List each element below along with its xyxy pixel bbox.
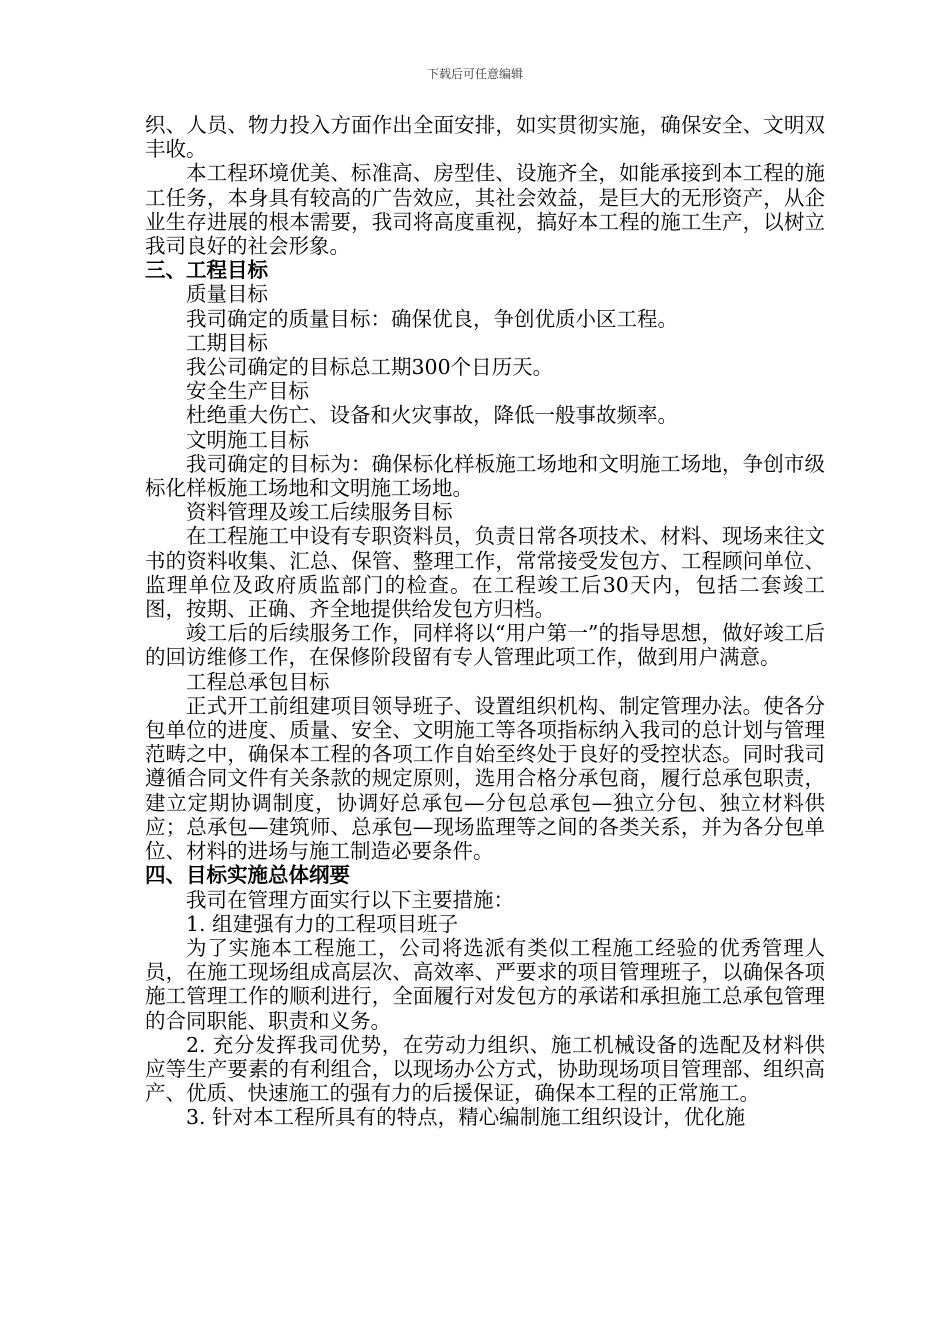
paragraph: 杜绝重大伤亡、设备和火灾事故，降低一般事故频率。 — [186, 403, 678, 428]
paragraph: 1. 组建强有力的工程项目班子 — [186, 911, 459, 936]
section-heading: 四、目标实施总体纲要 — [145, 863, 350, 888]
paragraph: 我司确定的质量目标：确保优良，争创优质小区工程。 — [186, 306, 678, 331]
paragraph: 工程总承包目标 — [186, 669, 330, 694]
paragraph: 质量目标 — [186, 282, 268, 307]
paragraph: 我司确定的目标为：确保标化样板施工场地和文明施工场地，争创市级标化样板施工场地和文明施工场地。 — [145, 451, 825, 501]
paragraph: 在工程施工中设有专职资料员，负责日常各项技术、材料、现场来往文书的资料收集、汇总、保管、整理工作，常常接受发包方、工程顾问单位、监理单位及政府质监部门的检查。在工程竣工后30天内，包括二套竣工图，按期、正确、齐全地提供给发包方归档。 — [145, 524, 825, 622]
paragraph: 资料管理及竣工后续服务目标 — [186, 500, 453, 525]
paragraph: 我司在管理方面实行以下主要措施： — [186, 887, 514, 912]
document-body — [145, 113, 825, 1130]
paragraph: 正式开工前组建项目领导班子、设置组织机构、制定管理办法。使各分包单位的进度、质量、安全、文明施工等各项指标纳入我司的总计划与管理范畴之中，确保本工程的各项工作自始至终处于良好的受控状态。同时我司遵循合同文件有关条款的规定原则，选用合格分承包商，履行总承包职责，建立定期协调制度，协调好总承包—分包总承包—独立分包、独立材料供应；总承包—建筑师、总承包—现场监理等之间的各类关系，并为各分包单位、材料的进场与施工制造必要条件。 — [145, 693, 825, 864]
section-heading: 三、工程目标 — [145, 258, 268, 283]
paragraph: 本工程环境优美、标准高、房型佳、设施齐全，如能承接到本工程的施工任务，本身具有较高的广告效应，其社会效益，是巨大的无形资产，从企业生存进展的根本需要，我司将高度重视，搞好本工程的施工生产，以树立我司良好的社会形象。 — [145, 161, 825, 259]
paragraph: 3. 针对本工程所具有的特点，精心编制施工组织设计，优化施 — [186, 1105, 746, 1130]
paragraph: 工期目标 — [186, 330, 268, 355]
paragraph: 2. 充分发挥我司优势，在劳动力组织、施工机械设备的选配及材料供应等生产要素的有利组合，以现场办公方式，协助现场项目管理部、组织高产、优质、快速施工的强有力的后援保证，确保本工程的正常施工。 — [145, 1032, 825, 1106]
paragraph: 我公司确定的目标总工期300个日历天。 — [186, 355, 554, 380]
paragraph: 安全生产目标 — [186, 379, 309, 404]
paragraph: 文明施工目标 — [186, 427, 309, 452]
paragraph: 竣工后的后续服务工作，同样将以“用户第一”的指导思想，做好竣工后的回访维修工作，在保修阶段留有专人管理此项工作，做到用户满意。 — [145, 621, 825, 670]
paragraph: 为了实施本工程施工，公司将选派有类似工程施工经验的优秀管理人员，在施工现场组成高层次、高效率、严要求的项目管理班子，以确保各项施工管理工作的顺利进行，全面履行对发包方的承诺和承担施工总承包管理的合同职能、职责和义务。 — [145, 935, 825, 1033]
paragraph: 织、人员、物力投入方面作出全面安排，如实贯彻实施，确保安全、文明双丰收。 — [145, 113, 825, 162]
page-header-note: 下载后可任意编辑 — [426, 67, 523, 81]
